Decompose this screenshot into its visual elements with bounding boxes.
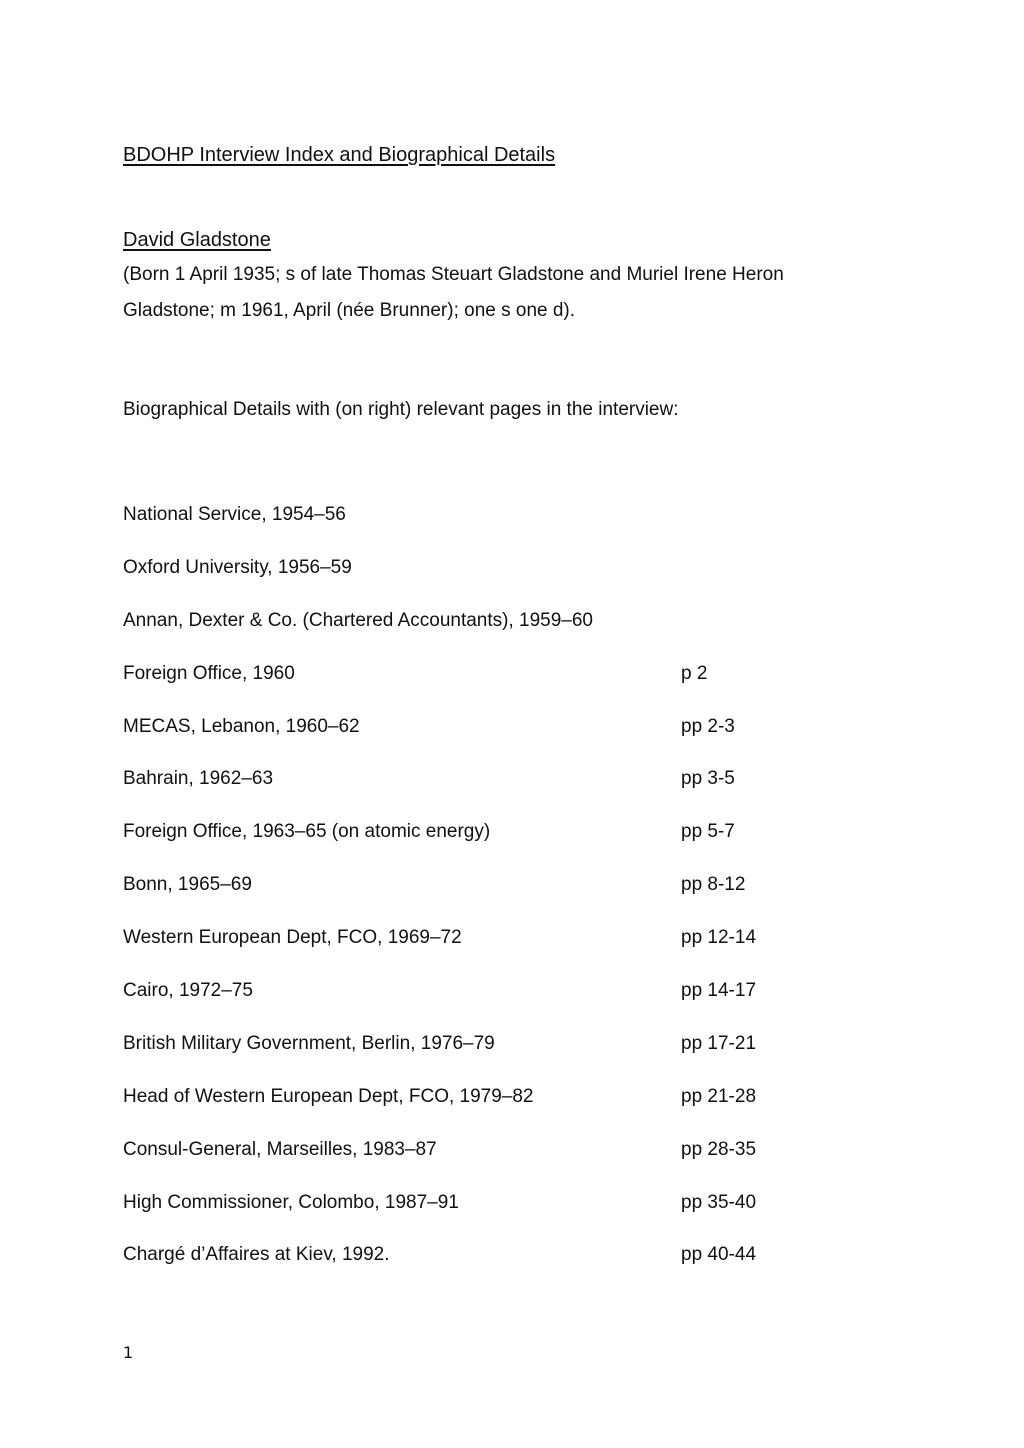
career-entry-pages: pp 3-5	[681, 768, 735, 790]
career-entry-label: Foreign Office, 1960	[123, 662, 295, 684]
career-entry	[123, 980, 883, 1033]
career-entry	[123, 1139, 883, 1192]
career-entry-label: Bahrain, 1962–63	[123, 768, 274, 790]
career-entry-label: National Service, 1954–56	[123, 504, 346, 525]
career-entry	[123, 927, 883, 980]
biography-line: (Born 1 April 1935; s of late Thomas Steuart Gladstone and Muriel Irene Heron	[123, 264, 784, 285]
career-entry-label: High Commissioner, Colombo, 1987–91	[123, 1191, 459, 1213]
career-entry	[123, 874, 883, 927]
career-entry	[123, 1244, 883, 1297]
page-number: 1	[123, 1343, 134, 1362]
career-entry-label: Chargé d’Affaires at Kiev, 1992.	[123, 1244, 390, 1266]
career-entry-label: Western European Dept, FCO, 1969–72	[123, 927, 462, 949]
career-entry-pages: pp 5-7	[681, 821, 735, 843]
career-entry-pages: pp 40-44	[681, 1244, 757, 1266]
career-entry	[123, 557, 883, 610]
career-entry-pages: pp 8-12	[681, 874, 746, 896]
career-entry-label: British Military Government, Berlin, 1976–79	[123, 1032, 495, 1054]
career-entries-list	[123, 504, 883, 1297]
career-entry-pages: p 2	[681, 662, 708, 684]
career-entry-pages: pp 12-14	[681, 927, 757, 949]
career-entry-pages: pp 35-40	[681, 1191, 757, 1213]
career-entry-label: Bonn, 1965–69	[123, 874, 252, 896]
subject-name: David Gladstone	[123, 229, 271, 251]
career-entry-label: Oxford University, 1956–59	[123, 556, 352, 578]
career-entry-label: Consul-General, Marseilles, 1983–87	[123, 1138, 437, 1160]
biography-summary	[123, 257, 823, 329]
career-entry-pages: pp 28-35	[681, 1138, 757, 1160]
career-entry-label: Head of Western European Dept, FCO, 1979–82	[123, 1085, 534, 1107]
document-title: BDOHP Interview Index and Biographical Details	[123, 144, 556, 166]
details-intro: Biographical Details with (on right) relevant pages in the interview:	[123, 399, 679, 420]
career-entry-pages: pp 21-28	[681, 1085, 757, 1107]
career-entry	[123, 821, 883, 874]
career-entry	[123, 768, 883, 821]
career-entry-pages: pp 2-3	[681, 715, 735, 737]
career-entry	[123, 504, 883, 557]
biography-line: Gladstone; m 1961, April (née Brunner); one s one d).	[123, 300, 576, 321]
career-entry-label: Annan, Dexter & Co. (Chartered Accountants), 1959–60	[123, 609, 593, 631]
career-entry-label: Cairo, 1972–75	[123, 980, 253, 1002]
career-entry-pages: pp 14-17	[681, 980, 757, 1002]
career-entry-label: Foreign Office, 1963–65 (on atomic energy)	[123, 821, 491, 843]
career-entry-pages: pp 17-21	[681, 1032, 757, 1054]
career-entry	[123, 663, 883, 716]
career-entry	[123, 1086, 883, 1139]
career-entry	[123, 1192, 883, 1245]
career-entry	[123, 1033, 883, 1086]
career-entry	[123, 610, 883, 663]
career-entry	[123, 716, 883, 769]
career-entry-label: MECAS, Lebanon, 1960–62	[123, 715, 360, 737]
